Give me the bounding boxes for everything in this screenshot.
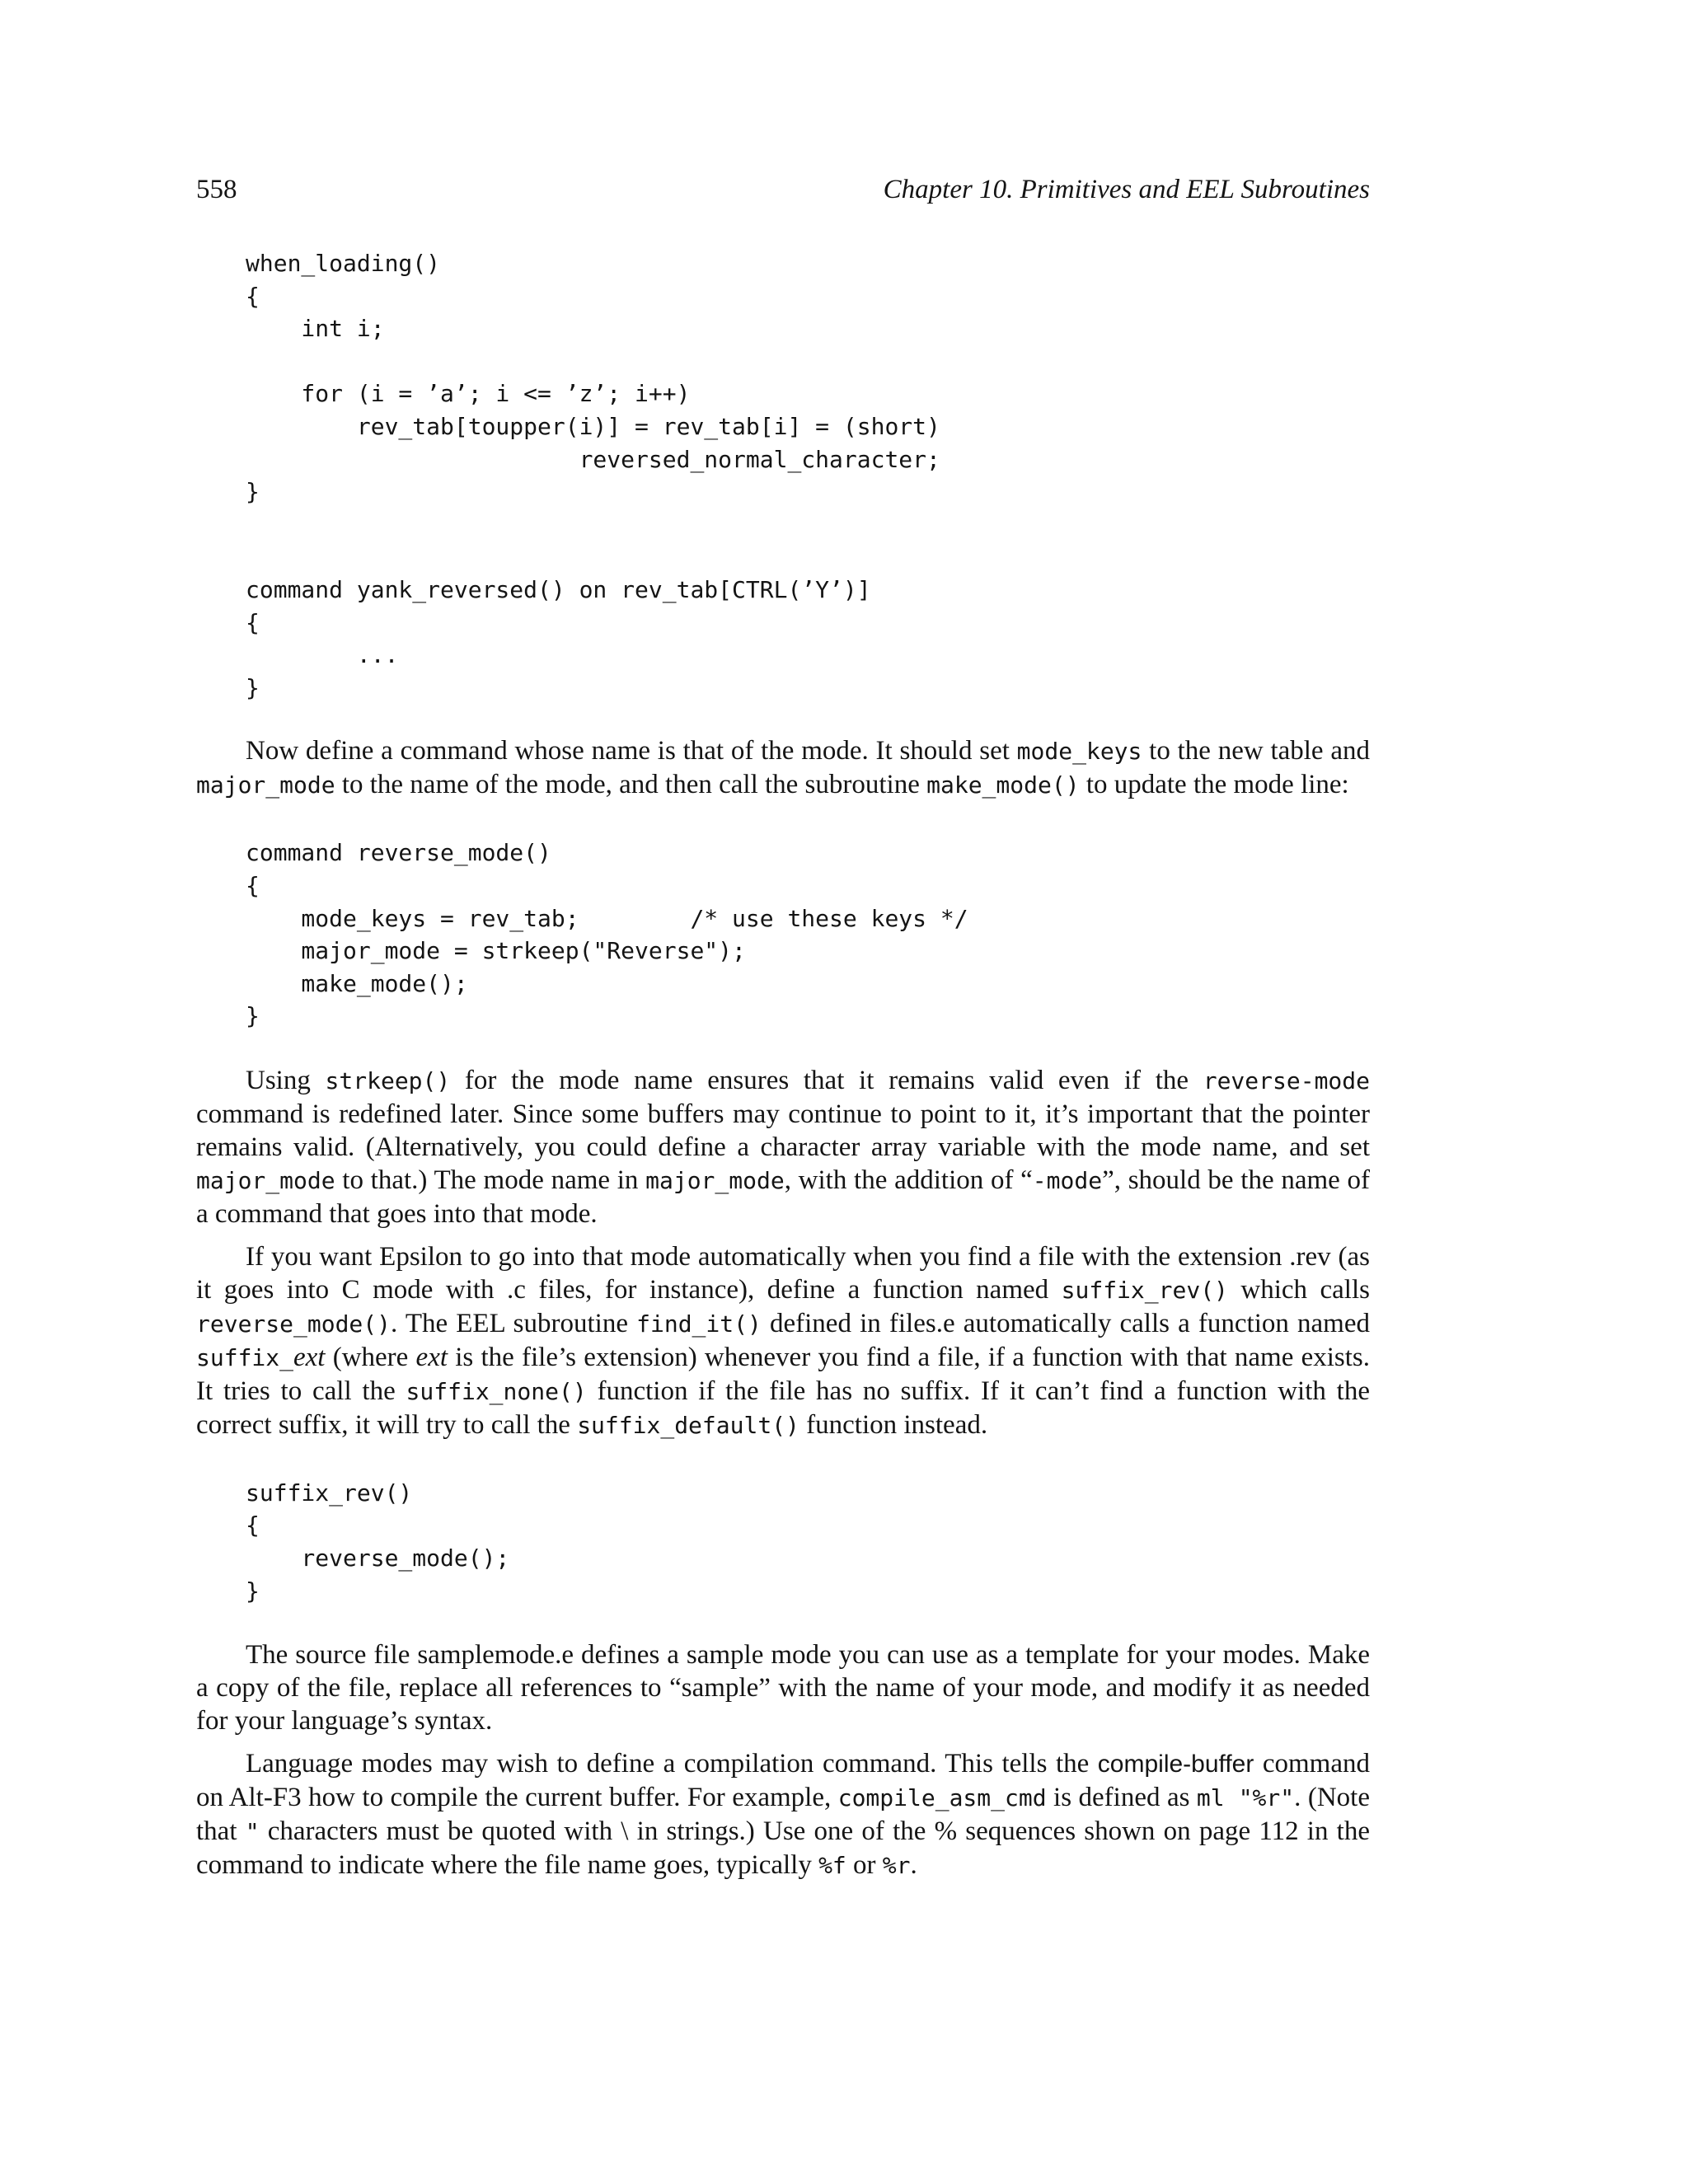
inline-code: reverse_mode() (196, 1310, 392, 1338)
code-block-when-loading (196, 247, 1370, 704)
text: ”, should be the name of a command that goes into that mode. (196, 1165, 1370, 1229)
code-line (246, 541, 1370, 574)
code-line: suffix_rev() (246, 1479, 413, 1507)
inline-code: %r (882, 1852, 911, 1880)
text: to update the mode line: (1079, 770, 1349, 800)
page-header (196, 170, 1370, 209)
code-line: reversed_normal_character; (246, 445, 940, 473)
code-line: { (246, 1511, 260, 1540)
code-line: make_mode(); (246, 969, 468, 997)
inline-code: major_mode (196, 1166, 335, 1194)
inline-code: suffix_ (196, 1343, 294, 1371)
code-line: } (246, 673, 260, 701)
paragraph-strkeep (196, 1064, 1370, 1230)
text: function instead. (799, 1409, 988, 1440)
code-line: } (246, 1577, 260, 1605)
text: function if the file has no suffix. If it can’t find a function with the correct suffix, it will try to call the (196, 1376, 1370, 1440)
inline-code: suffix_rev() (1061, 1276, 1228, 1304)
inline-code: reverse-mode (1203, 1066, 1371, 1094)
inline-code: find_it() (636, 1310, 762, 1338)
code-line: ... (246, 641, 399, 669)
text: or (846, 1850, 883, 1881)
text: , with the addition of “ (784, 1165, 1033, 1195)
code-line: command yank_reversed() on rev_tab[CTRL(’Y’)] (246, 575, 871, 603)
text: Now define a command whose name is that of the mode. It should set (246, 736, 1017, 766)
inline-code: make_mode() (926, 771, 1080, 799)
code-line: { (246, 608, 260, 636)
code-line: reverse_mode(); (246, 1544, 510, 1572)
text: which calls (1227, 1274, 1370, 1305)
code-line: } (246, 1002, 260, 1030)
code-line: { (246, 282, 260, 310)
text: (where (325, 1342, 416, 1372)
code-line: command reverse_mode() (246, 839, 551, 867)
text: Language modes may wish to define a compilation command. This tells the (246, 1749, 1098, 1779)
text: to the new table and (1142, 736, 1370, 766)
paragraph-samplemode (196, 1638, 1370, 1737)
text: . (910, 1850, 917, 1881)
text: Using (246, 1065, 326, 1095)
emphasis: ext (415, 1342, 448, 1372)
inline-code: major_mode (196, 771, 335, 799)
emphasis: ext (293, 1342, 326, 1372)
code-line: when_loading() (246, 250, 441, 277)
text: characters must be quoted with \ in strings.) Use one of the % sequences shown on page 112 in the command to indicate where the file name goes, typically (196, 1816, 1370, 1881)
inline-code: suffix_default() (577, 1411, 799, 1439)
code-line: rev_tab[toupper(i)] = rev_tab[i] = (short) (246, 412, 940, 440)
page-body (196, 247, 1370, 1882)
text: If you want Epsilon to go into that mode automatically when you find a file with the extension .rev (as it goes into C mode with .c files, for instance), define a function named (196, 1241, 1370, 1305)
inline-code: -mode (1032, 1166, 1103, 1194)
text: command on Alt-F3 how to compile the current buffer. For example, (196, 1749, 1370, 1813)
command-name: compile-buffer (1097, 1750, 1254, 1779)
inline-code: compile_asm_cmd (837, 1784, 1047, 1812)
inline-code: strkeep() (325, 1066, 451, 1094)
text: is the file’s extension) whenever you find a file, if a function with that name exists. It tries to call the (196, 1342, 1370, 1406)
code-line: mode_keys = rev_tab; /* use these keys */ (246, 904, 968, 932)
code-line (246, 509, 1370, 541)
page-number: 558 (196, 175, 237, 204)
code-line: major_mode = strkeep("Reverse"); (246, 937, 746, 965)
code-line: int i; (246, 315, 385, 343)
text: to that.) The mode name in (335, 1165, 646, 1195)
paragraph-suffix (196, 1240, 1370, 1442)
text: to the name of the mode, and then call the subroutine (335, 770, 927, 800)
code-line: } (246, 478, 260, 506)
text: The source file samplemode.e defines a sample mode you can use as a template for your modes. Make a copy of the file, replace all references to “sample” with the name of your mode, and modify it as needed for your language’s syntax. (196, 1640, 1370, 1736)
code-block-reverse-mode (196, 837, 1370, 1033)
paragraph-define-command (196, 734, 1370, 802)
text: is defined as (1046, 1783, 1197, 1813)
inline-code: " (245, 1818, 260, 1846)
code-line: for (i = ’a’; i <= ’z’; i++) (246, 380, 691, 408)
inline-code: %f (818, 1852, 846, 1880)
code-line (246, 345, 1370, 378)
paragraph-compilation (196, 1747, 1370, 1882)
text: . (Note that (196, 1783, 1370, 1847)
code-block-suffix-rev (196, 1477, 1370, 1607)
text: command is redefined later. Since some buffers may continue to point to it, it’s important that the pointer remains valid. (Alternatively, you could define a character array variable with the mode name, and set (196, 1099, 1370, 1162)
text: . The EEL subroutine (391, 1308, 637, 1338)
inline-code: suffix_none() (406, 1377, 587, 1405)
code-line: { (246, 871, 260, 899)
inline-code: ml "%r" (1196, 1784, 1295, 1812)
text: defined in files.e automatically calls a function named (761, 1308, 1370, 1338)
text: for the mode name ensures that it remains valid even if the (450, 1065, 1203, 1095)
chapter-title: Chapter 10. Primitives and EEL Subroutines (883, 175, 1370, 204)
inline-code: major_mode (645, 1166, 785, 1194)
inline-code: mode_keys (1016, 738, 1142, 766)
